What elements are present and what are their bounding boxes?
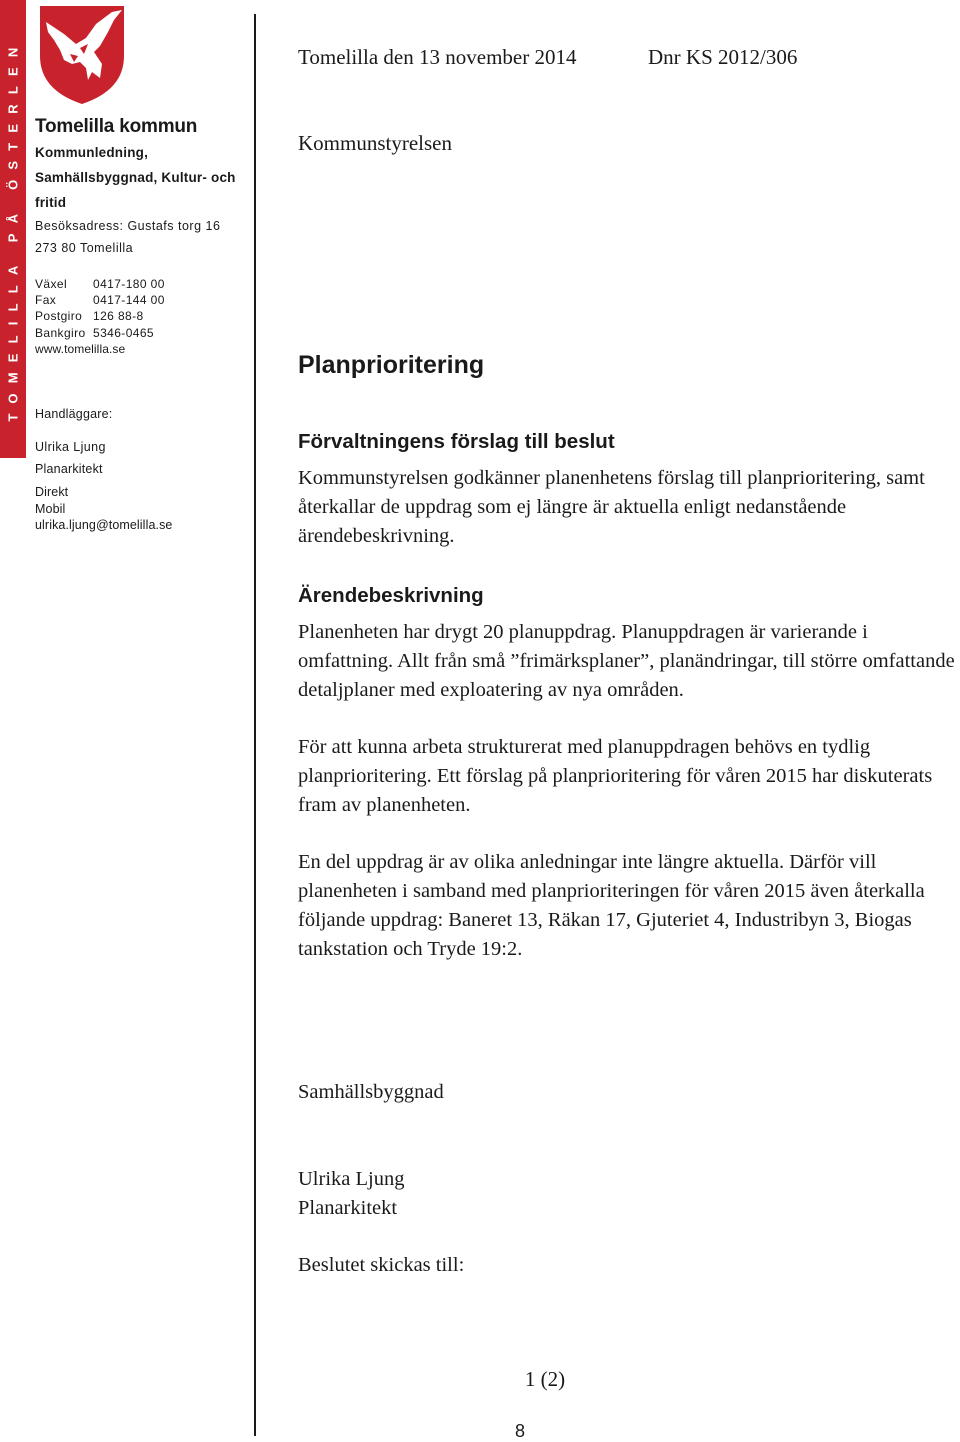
section-heading-proposal: Förvaltningens förslag till beslut [298,430,615,453]
handlaggare-contact [35,484,172,534]
direct-label: Direkt [35,485,69,499]
signature-name: Ulrika Ljung [298,1168,405,1190]
footer-number: 8 [514,1421,525,1441]
postal-address: 273 80 Tomelilla [35,241,134,255]
sender-contact [35,276,165,357]
sender-department-line: Samhällsbyggnad, Kultur- och [35,170,236,185]
sender-department-line: Kommunledning, [35,145,149,160]
sender-department-line: fritid [35,195,67,210]
contact-key: Växel [35,277,68,291]
description-paragraph: En del uppdrag är av olika anledningar inte längre aktuella. Därför vill planenheten i samband med planprioriteringen för våren 2015 även återkalla följande uppdrag: Baneret 13, Räkan 17, Gjuteriet 4, Industribyn 3, Biogas tankstation och Tryde 19:2. [298,851,925,960]
page-number: 1 (2) [524,1367,566,1391]
document-dnr: Dnr KS 2012/306 [648,45,798,69]
handlaggare-label: Handläggare: [35,407,113,421]
section-heading-description: Ärendebeskrivning [298,584,484,607]
website-link[interactable]: www.tomelilla.se [35,341,126,356]
recipient: Kommunstyrelsen [298,131,452,155]
contact-row [35,325,165,341]
sender-org: Tomelilla kommun [35,116,198,137]
contact-key: Fax [35,293,57,308]
brand-strip-text: TOMELILLA PÅ ÖSTERLEN [5,37,21,421]
contact-key: Bankgiro [35,325,86,340]
mobile-label: Mobil [35,501,66,516]
contact-value: 126 88-8 [93,309,144,324]
document-date: Tomelilla den 13 november 2014 [298,45,577,69]
sender-address [35,215,220,259]
signature-title: Planarkitekt [298,1197,398,1219]
visit-address: Besöksadress: Gustafs torg 16 [35,219,221,233]
contact-value: 5346-0465 [93,325,154,340]
margin-rule [254,14,256,1436]
proposal-text: Kommunstyrelsen godkänner planenhetens förslag till planprioritering, samt återkallar de uppdrag som ej längre är aktuella enligt nedanstående ärendebeskrivning. [298,467,925,547]
description-paragraph: För att kunna arbeta strukturerat med planuppdragen behövs en tydlig planprioritering. Ett förslag på planprioritering för våren 2015 har diskuterats fram av planenheten. [298,736,933,816]
distribution-label: Beslutet skickas till: [298,1254,465,1276]
contact-key: Postgiro [35,309,83,324]
contact-row [35,276,165,292]
contact-value: 0417-180 00 [93,277,165,291]
red-kite-crest-icon [36,4,128,106]
contact-row [35,292,165,308]
handlaggare-title: Planarkitekt [35,462,103,476]
email-link[interactable]: ulrika.ljung@tomelilla.se [35,518,173,532]
signature-block [298,1165,960,1223]
sender-department [35,140,253,215]
contact-row [35,308,165,324]
contact-value: 0417-144 00 [93,293,165,308]
signature-department: Samhällsbyggnad [298,1081,444,1103]
handlaggare-name: Ulrika Ljung [35,440,106,454]
description-paragraph: Planenheten har drygt 20 planuppdrag. Planuppdragen är varierande i omfattning. Allt från små ”frimärksplaner”, planändringar, till större omfattande detaljplaner med exploatering av nya områden. [298,621,955,701]
document-title: Planprioritering [298,351,485,379]
